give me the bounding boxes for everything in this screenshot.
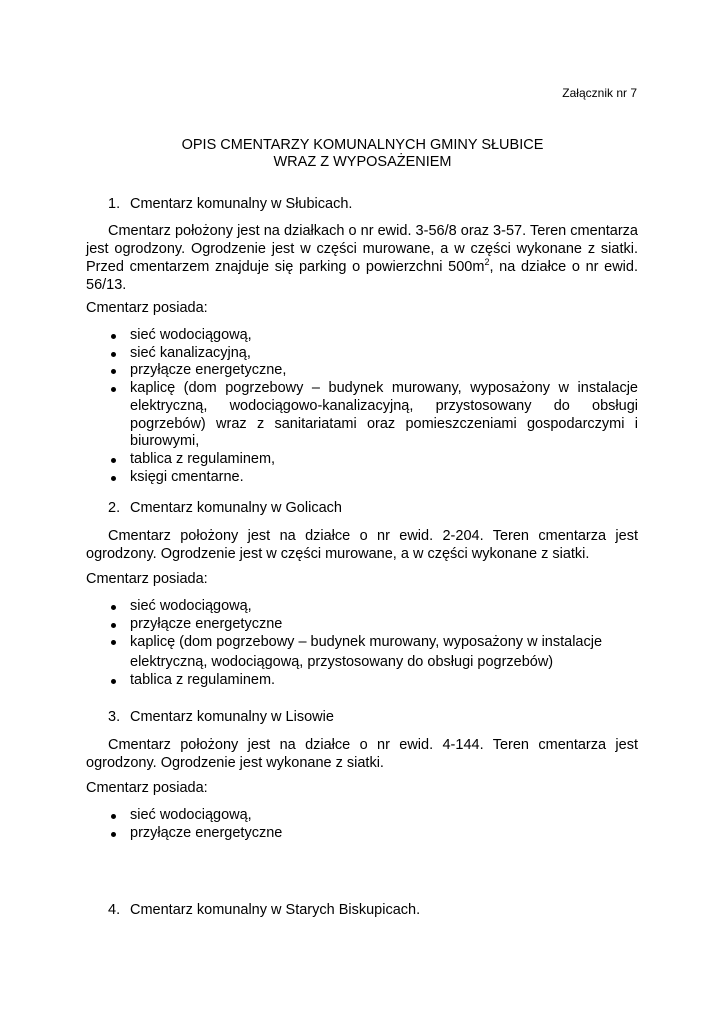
section-description-1: Cmentarz położony jest na działkach o nr ewid. 3-56/8 oraz 3-57. Teren cmentarza jest ogrodzony. Ogrodzenie jest w części murowane, a w części wykonane z siatki. Przed cmentarzem znajduje się parking o powierzchni $500m^2$, na działce o nr ewid. 56/13. [86,223,638,293]
document-title [0,137,725,171]
section-number: 4. [108,902,121,918]
section-title: Cmentarz komunalny w Starych Biskupicach. [130,902,421,918]
section-title: Cmentarz komunalny w Słubicach. [130,196,353,212]
title-line-1: OPIS CMENTARZY KOMUNALNYCH GMINY SŁUBICE [181,137,544,153]
list-item: księgi cmentarne. [130,468,244,485]
section-number: 1. [108,196,121,212]
list-item: sieć wodociągową, [130,598,252,614]
list-item: tablica z regulaminem, [130,450,276,467]
superscript: 2 [484,257,490,268]
section-heading-3 [108,709,334,725]
list-item: sieć wodociągową, [130,327,252,343]
equipment-list-2 [108,598,638,690]
section-heading-2 [108,500,342,516]
equipment-label-2: Cmentarz posiada: [86,571,208,587]
section-title: Cmentarz komunalny w Golicach [130,500,342,516]
section-title: Cmentarz komunalny w Lisowie [130,709,334,725]
equipment-label-3: Cmentarz posiada: [86,780,208,796]
equipment-list-3 [108,807,638,842]
list-item: przyłącze energetyczne [130,824,283,841]
section-description-3: Cmentarz położony jest na działce o nr ewid. 4-144. Teren cmentarza jest ogrodzony. Ogrodzenie jest wykonane z siatki. [86,737,638,771]
list-item: tablica z regulaminem. [130,672,276,689]
section-heading-4 [108,902,420,918]
equipment-list-1 [108,327,638,486]
list-item: sieć wodociągową, [130,807,252,823]
section-number: 2. [108,500,121,516]
list-item: przyłącze energetyczne [130,615,283,632]
list-item: kaplicę (dom pogrzebowy – budynek murowany, wyposażony w instalacje elektryczną, wodociągową, przystosowany do obsługi pogrzebów) [130,634,603,670]
list-item: kaplicę (dom pogrzebowy – budynek murowany, wyposażony w instalacje elektryczną, wodociągowo-kanalizacyjną, przystosowany do obsługi pogrzebów) wraz z sanitariatami oraz pomieszczeniami gospodarczymi i biurowymi, [130,380,638,450]
equipment-label-1: Cmentarz posiada: [86,300,208,316]
section-description-2: Cmentarz położony jest na działce o nr ewid. 2-204. Teren cmentarza jest ogrodzony. Ogrodzenie jest w części murowane, a w części wykonane z siatki. [86,528,638,562]
title-line-2: WRAZ Z WYPOSAŻENIEM [273,154,452,170]
list-item: przyłącze energetyczne, [130,362,287,379]
attachment-label: Załącznik nr 7 [562,86,637,100]
section-number: 3. [108,709,121,725]
list-item: sieć kanalizacyjną, [130,344,251,361]
section-heading-1 [108,196,352,212]
